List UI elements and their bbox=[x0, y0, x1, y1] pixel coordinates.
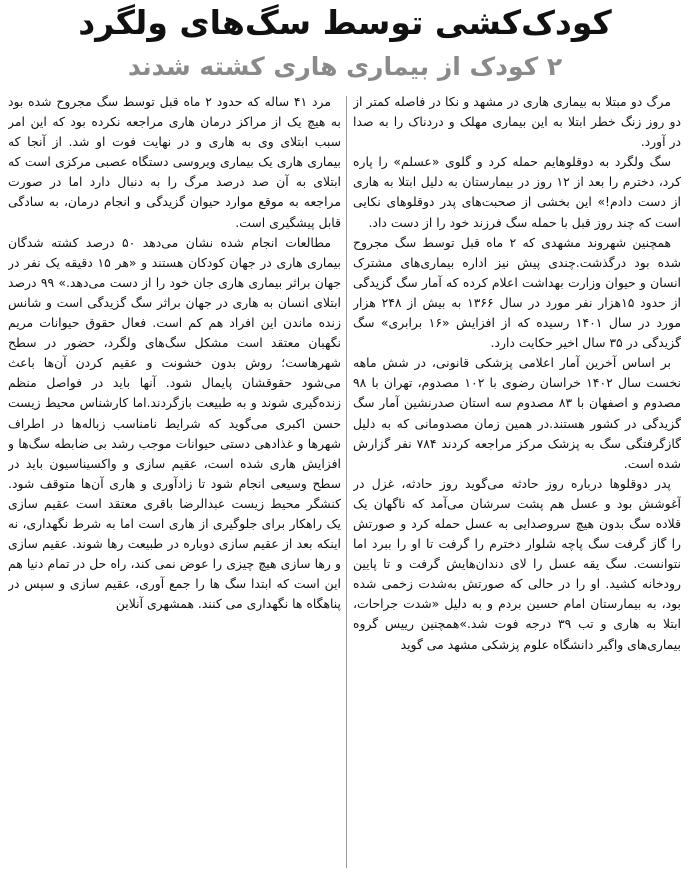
paragraph: مطالعات انجام شده نشان می‌دهد ۵۰ درصد کشته شدگان بیماری هاری در جهان کودکان هستند و «هر ۱۵ دقیقه یک نفر در جهان براثر بیماری هاری جان خود را از دست می‌دهد.» ۹۹ درصد ابتلای انسان به هاری در جهان براثر سگ گزیدگی است و شانس زنده ماندن این افراد هم کم است. فعال حقوق حیوانات مریم نگهبان معتقد است مشکل سگ‌های ولگرد، حضور در سطح شهرهاست؛ روش بدون خشونت و عقیم کردن آن‌ها باعث می‌شود حقوقشان پایمال شود. آنها باید در فواصل منظم زنده‌گیری شوند و به طبیعت بازگردند.اما کارشناس محیط زیست حسن اکبری می‌گوید که شرایط نامناسب زباله‌ها در اطراف شهرها و غذادهی دستی حیوانات موجب رشد بی ضابطه سگ‌ها و افزایش هاری شده است، عقیم سازی و واکسیناسیون باید در سطح وسیعی انجام شود تا زادآوری و هاری آن‌ها متوقف شود. کنشگر محیط زیست عبدالرضا باقری معتقد است عقیم سازی یک راهکار برای جلوگیری از هاری است اما به شرط نگهداری، نه اینکه بعد از عقیم سازی دوباره در طبیعت رها شوند. عقیم سازی و رها سازی هیچ چیزی را عوض نمی کند، راه حل در تمام دنیا هم این است که ابتدا سگ ها را جمع آوری، عقیم سازی و سپس در پناهگاه ها نگهداری می کنند. همشهری آنلاین bbox=[8, 234, 341, 612]
subheadline: ۲ کودک از بیماری هاری کشته شدند bbox=[127, 52, 563, 81]
column-divider bbox=[346, 96, 347, 868]
paragraph: سگ ولگرد به دوقلوهایم حمله کرد و گلوی «عسلم» را پاره کرد، دخترم را بعد از ۱۲ روز در بیمارستان به دلیل ابتلا به هاری از دست دادم!» این بخشی از صحبت‌های پدر دوقلوهای نکایی است که چند روز قبل با حمله سگ فرزند خود را از دست داد. bbox=[353, 154, 681, 230]
article-column-left bbox=[8, 92, 341, 874]
paragraph: همچنین شهروند مشهدی که ۲ ماه قبل توسط سگ مجروح شده بود درگذشت.چندی پیش نیز اداره بیماری‌های مشترک انسان و حیوان وزارت بهداشت اعلام کرده که آمار سگ گزیدگی از حدود ۱۵هزار نفر مورد در سال ۱۳۶۶ به بیش از ۲۴۸ هزار مورد در سال ۱۴۰۱ رسیده که از افزایش «۱۶ برابری» سگ گزیدگی در ۳۵ سال اخیر حکایت دارد. bbox=[353, 234, 681, 351]
article-column-right bbox=[353, 92, 681, 874]
paragraph: پدر دوقلوها درباره روز حادثه می‌گوید روز حادثه، غزل در آغوشش بود و عسل هم پشت سرشان می‌آمد که ناگهان یک قلاده سگ بدون هیچ سروصدایی به عسل حمله کرد و صورتش را گاز گرفت سگ پاچه شلوار دخترم را گرفت تا او را ببرد اما نتوانست. سگ یقه عسل را لای دندان‌هایش گرفت و تا پایین رودخانه کشید. او را در حالی که صورتش به‌شدت زخمی شده بود، به بیمارستان امام حسین بردم و به دلیل «شدت جراحات، ابتلا به هاری و تب ۳۹ درجه فوت شد.»همچنین رییس گروه بیماری‌های واگیر دانشگاه علوم پزشکی مشهد می گوید bbox=[353, 475, 681, 652]
paragraph: بر اساس آخرین آمار اعلامی پزشکی قانونی، در شش ماهه نخست سال ۱۴۰۲ خراسان رضوی با ۱۰۲ مصدوم، تهران با ۹۸ مصدوم و اصفهان با ۸۳ مصدوم سه استان صدرنشین آمار سگ گزیدگی در کشور هستند.در همین زمان مصدومانی که به دلیل گازگرفتگی سگ به پزشک مرکز مراجعه کردند ۷۸۴ نفر گزارش شده است. bbox=[353, 355, 681, 471]
paragraph: مرگ دو مبتلا به بیماری هاری در مشهد و نکا در فاصله کمتر از دو روز زنگ خطر ابتلا به این بیماری مهلک و دردناک را به صدا در آورد. bbox=[353, 94, 681, 150]
headline: کودک‌کشی توسط سگ‌های ولگرد bbox=[78, 3, 612, 42]
paragraph: مرد ۴۱ ساله که حدود ۲ ماه قبل توسط سگ مجروح شده بود به هیچ یک از مراکز درمان هاری مراجعه نکرده بود که این امر سبب ابتلای وی به هاری و در نهایت فوت او شد. از آنجا که بیماری هاری یک بیماری ویروسی دستگاه عصبی مرکزی است که ابتلای به آن صد درصد مرگ را به دنبال دارد اما در صورت مراجعه به موقع موارد حیوان گزیدگی و انجام درمان، به سادگی قابل پیشگیری است. bbox=[8, 94, 341, 230]
